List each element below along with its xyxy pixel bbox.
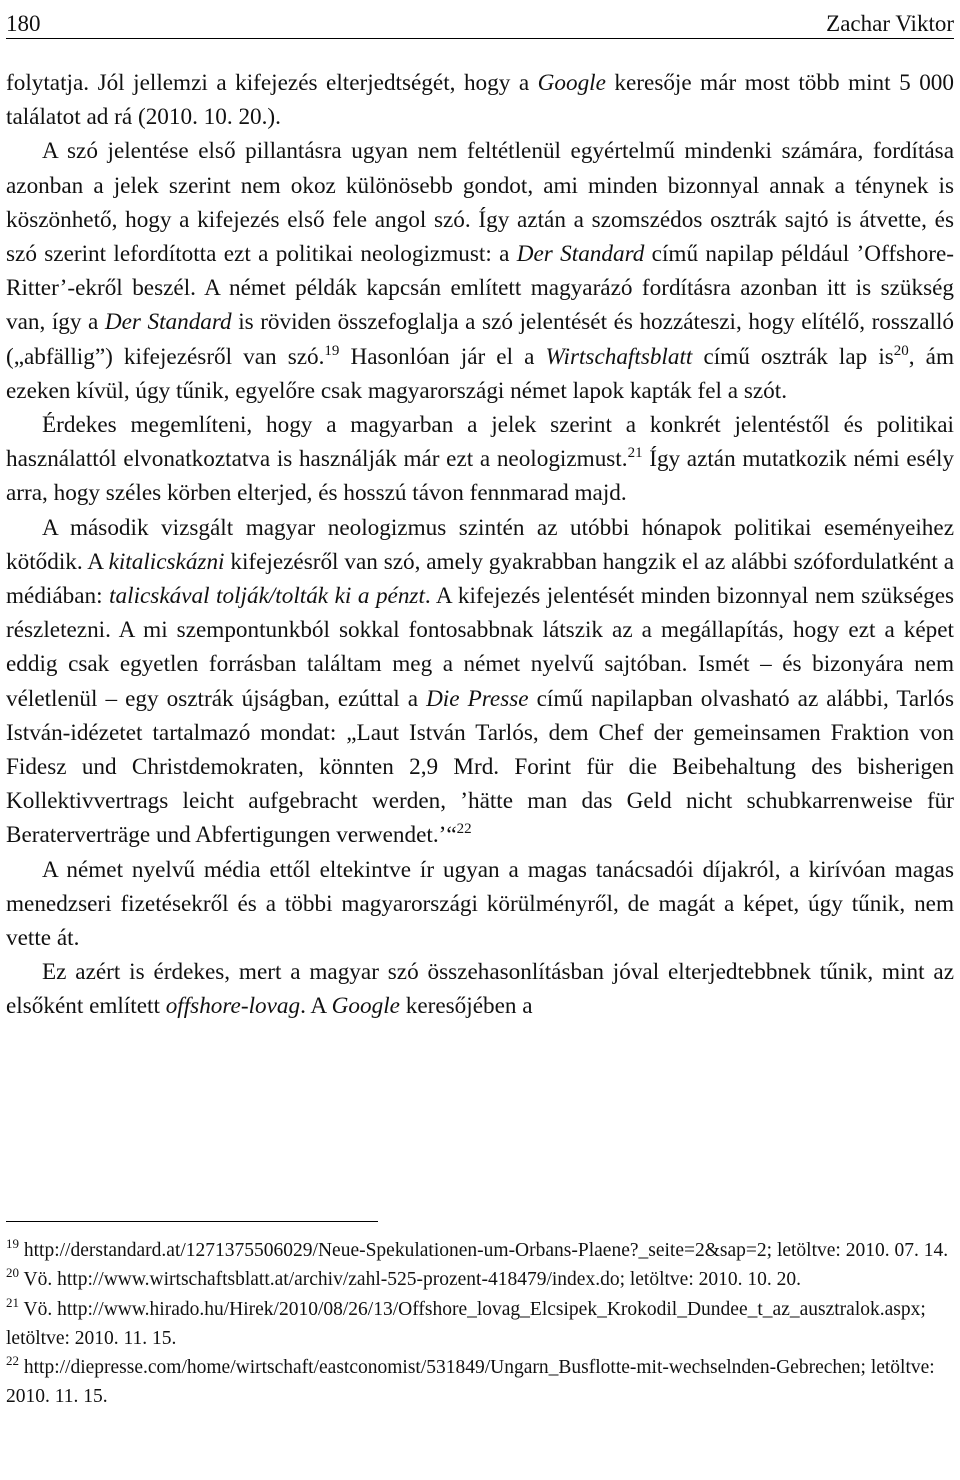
footnote-ref: 19 bbox=[324, 342, 340, 359]
footnotes bbox=[6, 1236, 954, 1412]
footnote-separator bbox=[6, 1221, 378, 1222]
text-run: keresője már most több mint 5 000 találatot ad rá (2010. 10. 20.). bbox=[6, 70, 954, 131]
text-run: folytatja. Jól jellemzi a kifejezés elterjedtségét, hogy a bbox=[6, 70, 538, 96]
footnote-ref: 22 bbox=[456, 821, 472, 838]
text-run: A második vizsgált magyar neologizmus szintén az utóbbi hónapok politikai eseményeihez kötődik. A bbox=[6, 514, 954, 575]
paragraph bbox=[6, 134, 954, 408]
italic-text: Google bbox=[331, 993, 400, 1020]
paragraph bbox=[6, 955, 954, 1023]
text-run: Ez azért is érdekes, mert a magyar szó összehasonlításban jóval elterjedtebbnek tűnik, mint az elsőként említett bbox=[6, 959, 954, 1020]
italic-text: Google bbox=[537, 70, 606, 96]
italic-text: Die Presse bbox=[426, 685, 529, 712]
paragraph bbox=[6, 853, 954, 956]
footnote bbox=[6, 1353, 954, 1412]
italic-text: Der Standard bbox=[516, 241, 645, 268]
text-run: Így aztán mutatkozik némi esély arra, hogy széles körben elterjed, és hosszú távon fennmarad majd. bbox=[6, 446, 954, 507]
footnote-text: Vö. http://www.wirtschaftsblatt.at/archiv/zahl-525-prozent-418479/index.do; letöltve: 2010. 10. 20. bbox=[19, 1269, 802, 1291]
text-run: . A bbox=[300, 993, 332, 1020]
italic-text: talicskával tolják/tolták ki a pénzt bbox=[109, 583, 425, 610]
footnote bbox=[6, 1236, 954, 1265]
italic-text: Der Standard bbox=[104, 309, 232, 336]
footnote-ref: 21 bbox=[627, 445, 643, 462]
footnote-text: Vö. http://www.hirado.hu/Hirek/2010/08/26/13/Offshore_lovag_Elcsipek_Krokodil_Dundee_t_az_ausztralok.aspx; letöltve: 2010. 11. 15. bbox=[6, 1298, 926, 1349]
paragraph bbox=[6, 408, 954, 511]
paragraph bbox=[6, 66, 954, 134]
text-run: A német nyelvű média ettől eltekintve ír ugyan a magas tanácsadói díjakról, a kirívóan magas menedzseri fizetésekről és a többi magyarországi körülményről, de magát a képet, úgy tűnik, nem vette át. bbox=[6, 856, 954, 952]
footnote-number: 22 bbox=[6, 1353, 19, 1369]
running-head bbox=[6, 8, 954, 39]
footnote-number: 20 bbox=[6, 1265, 19, 1281]
text-run: kifejezésről van szó, amely gyakrabban hangzik el az alábbi szófordulatként a médiában: bbox=[6, 548, 954, 610]
text-run: című napilapban olvasható az alábbi, Tarlós István-idézetet tartalmazó mondat: „Laut István Tarlós, dem Chef der gemeinsamen Fraktion von Fidesz und Christdemokraten, könnten 2,9 Mrd. Forint für die Beibehaltung des bisherigen Kollektivvertrags leicht aufgebracht werden, ’hätte man das Geld nicht schubkarrenweise für Beraterverträge und Abfertigungen verwendet.’“ bbox=[6, 685, 954, 849]
body-text bbox=[6, 66, 954, 1024]
text-run: is röviden összefoglalja a szó jelentését és hozzáteszi, hogy elítélő, rosszalló („abfällig”) kifejezésről van szó. bbox=[6, 309, 954, 370]
footnote-ref: 20 bbox=[893, 342, 909, 359]
footnote-number: 19 bbox=[6, 1236, 19, 1251]
text-run: Érdekes megemlíteni, hogy a magyarban a jelek szerint a konkrét jelentéstől és politikai használattól elvonatkoztatva is használják már ezt a neologizmust. bbox=[6, 412, 954, 473]
text-run: Hasonlóan jár el a bbox=[339, 343, 546, 370]
text-run: A szó jelentése első pillantásra ugyan nem feltétlenül egyértelmű mindenki számára, fordítása azonban a jelek szerint nem okoz különösebb gondot, ami minden bizonnyal annak a ténynek is köszönhető, hogy a kifejezés első fele angol szó. Így aztán a szomszédos osztrák sajtó is átvette, és szó szerint lefordította ezt a politikai neologizmust: a bbox=[6, 138, 954, 268]
footnote bbox=[6, 1265, 954, 1294]
text-run: keresőjében a bbox=[399, 993, 533, 1020]
italic-text: kitalicskázni bbox=[108, 548, 225, 575]
text-run: , ám ezeken kívül, úgy tűnik, egyelőre csak magyarországi német lapok kapták fel a szót. bbox=[6, 343, 955, 404]
running-head-author: Zachar Viktor bbox=[826, 11, 954, 36]
page-number: 180 bbox=[6, 11, 41, 36]
footnote bbox=[6, 1295, 954, 1354]
text-run: . A kifejezés jelentését minden bizonnyal nem szükséges részletezni. A mi szempontunkból sokkal fontosabbnak látszik az a megállapítás, hogy ezt a képet eddig csak egyetlen forrásban találtam meg a német nyelvű sajtóban. Ismét – és bizonyára nem véletlenül – egy osztrák újságban, ezúttal a bbox=[6, 583, 955, 712]
footnote-number: 21 bbox=[6, 1294, 19, 1310]
footnote-text: http://derstandard.at/1271375506029/Neue-Spekulationen-um-Orbans-Plaene?_seite=2&sap=2; letöltve: 2010. 07. 14. bbox=[19, 1240, 949, 1261]
italic-text: offshore-lovag bbox=[165, 993, 301, 1020]
footnote-text: http://diepresse.com/home/wirtschaft/eastconomist/531849/Ungarn_Busflotte-mit-wechselnden-Gebrechen; letöltve: 2010. 11. 15. bbox=[6, 1357, 935, 1408]
paragraph bbox=[6, 511, 954, 853]
text-run: című napilap például ’Offshore-Ritter’-ekről beszél. A német példák kapcsán említett magyarázó fordításra azonban itt is szükség van, így a bbox=[6, 241, 954, 336]
italic-text: Wirtschaftsblatt bbox=[545, 343, 693, 370]
text-run: című osztrák lap is bbox=[692, 343, 894, 370]
